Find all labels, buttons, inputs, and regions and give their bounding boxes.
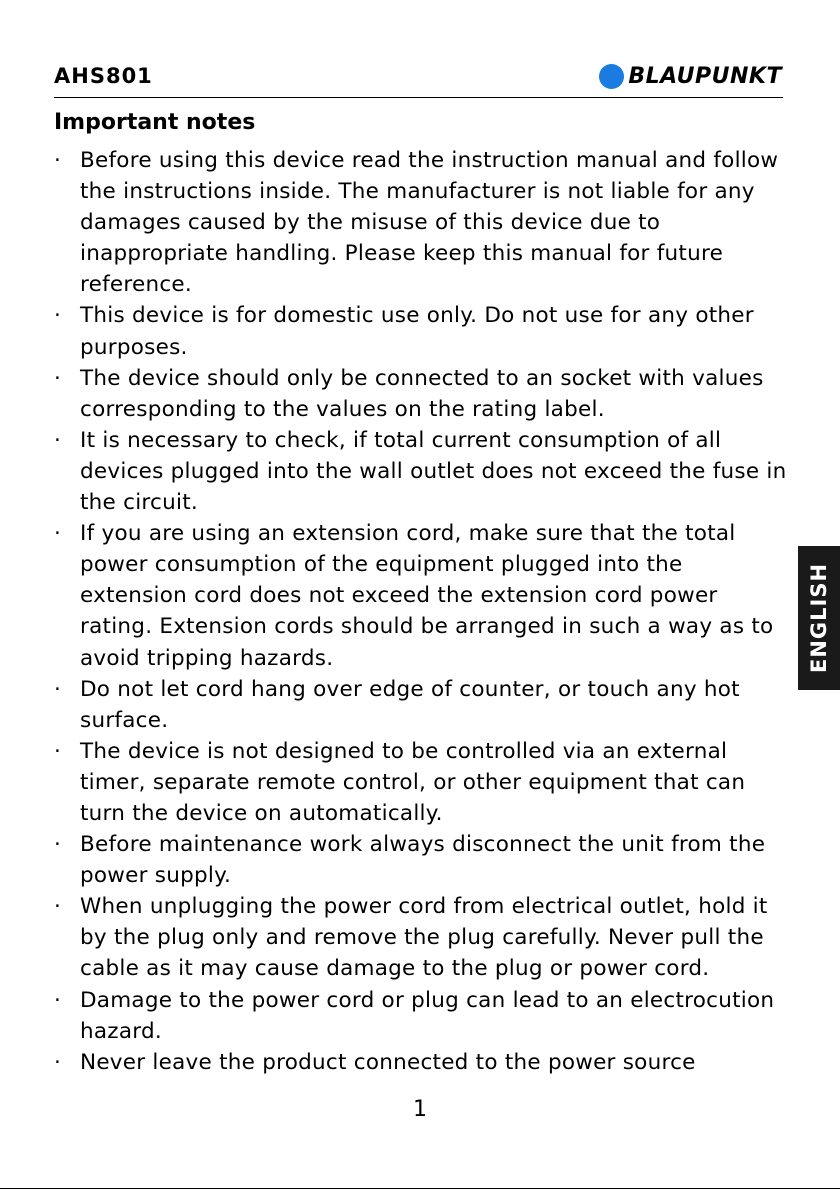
note-text: When unplugging the power cord from electrical outlet, hold it by the plug only and remove the plug carefully. Never pull the cable as it may cause damage to the plug or power cord. bbox=[80, 894, 768, 982]
bullet-icon: · bbox=[54, 303, 62, 329]
note-text: This device is for domestic use only. Do not use for any other purposes. bbox=[80, 303, 754, 360]
note-item bbox=[54, 985, 788, 1047]
note-text: It is necessary to check, if total current consumption of all devices plugged into the wall outlet does not exceed the fuse in the circuit. bbox=[80, 427, 787, 516]
note-item bbox=[54, 829, 788, 891]
note-item bbox=[54, 363, 788, 425]
note-text: Do not let cord hang over edge of counter, or touch any hot surface. bbox=[80, 676, 740, 733]
note-text: The device should only be connected to an socket with values corresponding to the values on the rating label. bbox=[80, 365, 764, 422]
bullet-icon: · bbox=[54, 676, 62, 702]
section-title: Important notes bbox=[54, 110, 256, 135]
language-label: ENGLISH bbox=[807, 562, 831, 674]
bullet-icon: · bbox=[54, 738, 62, 764]
header-divider bbox=[54, 97, 783, 98]
note-text: Before maintenance work always disconnect the unit from the power supply. bbox=[80, 832, 766, 889]
note-text: If you are using an extension cord, make sure that the total power consumption of the equipment plugged into the extension cord does not exceed the extension cord power rating. Extension cords should be arranged in such a way as to avoid tripping hazards. bbox=[80, 521, 774, 671]
note-text: Damage to the power cord or plug can lead to an electrocution hazard. bbox=[80, 987, 775, 1044]
note-item bbox=[54, 674, 788, 736]
note-item bbox=[54, 518, 788, 673]
bullet-icon: · bbox=[54, 148, 62, 173]
brand-name: BLAUPUNKT bbox=[628, 64, 782, 89]
note-item bbox=[54, 300, 788, 362]
footer-divider bbox=[0, 1188, 840, 1189]
bullet-icon: · bbox=[54, 365, 62, 391]
note-item bbox=[54, 891, 788, 984]
note-text: Before using this device read the instruction manual and follow the instructions inside. The manufacturer is not liable for any damages caused by the misuse of this device due to inappropriate handling. Please keep this manual for future reference. bbox=[80, 148, 779, 298]
language-tab bbox=[798, 546, 840, 690]
model-number: AHS801 bbox=[54, 64, 153, 88]
note-item bbox=[54, 736, 788, 829]
brand-dot-icon bbox=[599, 64, 624, 89]
page-number: 1 bbox=[413, 1097, 427, 1122]
bullet-icon: · bbox=[54, 1049, 62, 1075]
bullet-icon: · bbox=[54, 427, 62, 453]
brand-logo bbox=[599, 64, 782, 89]
bullet-icon: · bbox=[54, 521, 62, 547]
note-item bbox=[54, 145, 788, 300]
bullet-icon: · bbox=[54, 987, 62, 1013]
bullet-icon: · bbox=[54, 832, 62, 858]
note-item bbox=[54, 1047, 788, 1078]
notes-list bbox=[54, 145, 788, 1078]
note-text: The device is not designed to be controlled via an external timer, separate remote control, or other equipment that can turn the device on automatically. bbox=[80, 738, 746, 826]
note-text: Never leave the product connected to the power source bbox=[80, 1049, 696, 1075]
bullet-icon: · bbox=[54, 894, 62, 920]
note-item bbox=[54, 425, 788, 518]
